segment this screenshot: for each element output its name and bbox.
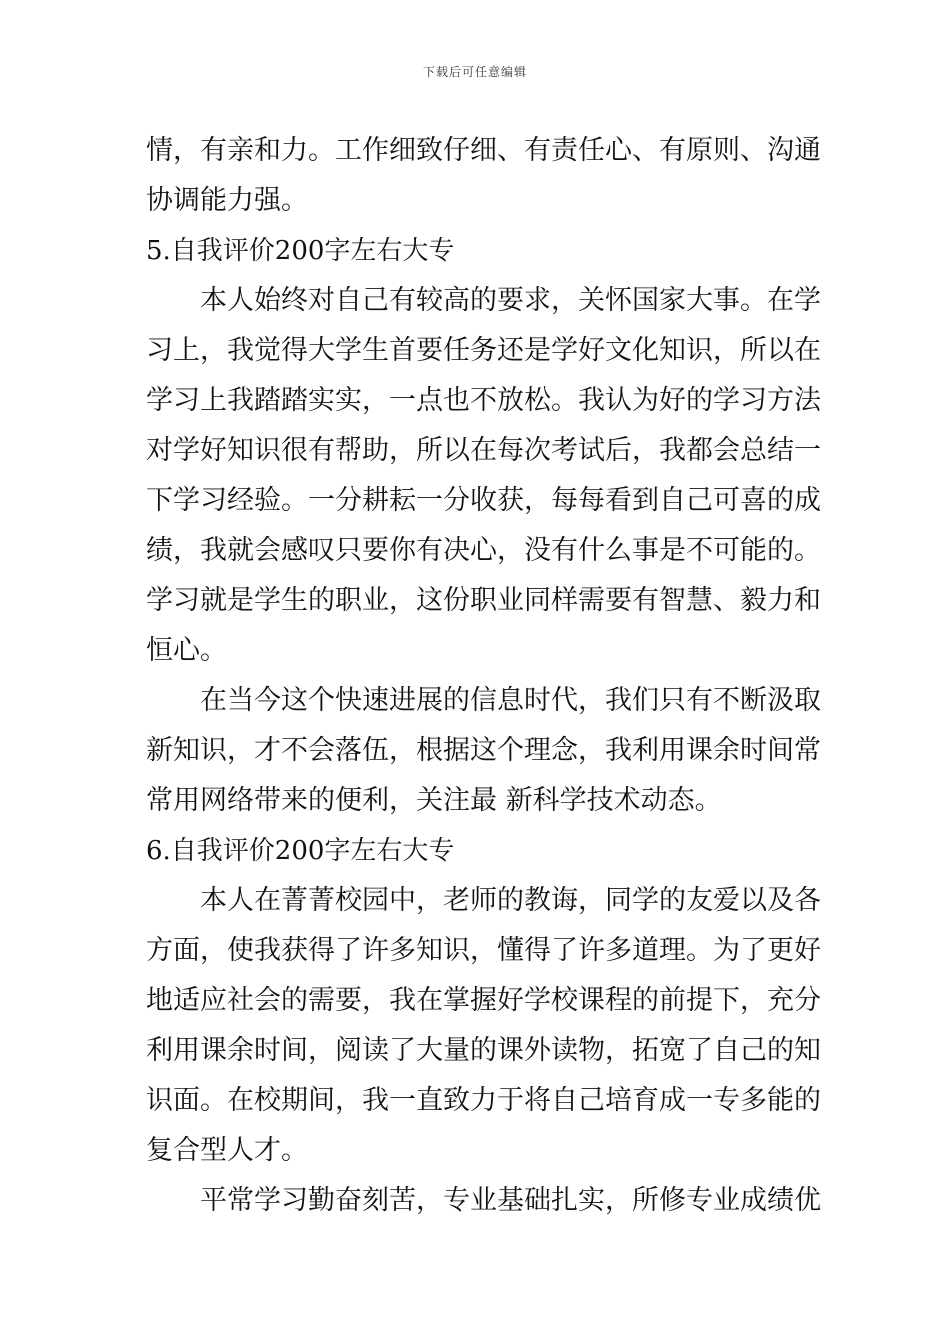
- paragraph-line: 地适应社会的需要，我在掌握好学校课程的前提下，充分: [146, 985, 821, 1016]
- paragraph-line: 平常学习勤奋刻苦，专业基础扎实，所修专业成绩优: [200, 1185, 821, 1216]
- paragraph-line: 恒心。: [146, 635, 227, 666]
- section-heading: 5.自我评价200字左右大专: [146, 236, 455, 266]
- paragraph-line: 绩，我就会感叹只要你有决心，没有什么事是不可能的。: [146, 535, 821, 566]
- paragraph-line: 识面。在校期间，我一直致力于将自己培育成一专多能的: [146, 1085, 821, 1116]
- paragraph-line: 本人在菁菁校园中，老师的教诲，同学的友爱以及各: [200, 885, 821, 916]
- paragraph-line: 对学好知识很有帮助，所以在每次考试后，我都会总结一: [146, 435, 821, 466]
- paragraph-line: 学习就是学生的职业，这份职业同样需要有智慧、毅力和: [146, 585, 821, 616]
- paragraph-line: 利用课余时间，阅读了大量的课外读物，拓宽了自己的知: [146, 1035, 821, 1066]
- paragraph-line: 学习上我踏踏实实，一点也不放松。我认为好的学习方法: [146, 385, 821, 416]
- paragraph-line: 下学习经验。一分耕耘一分收获，每每看到自己可喜的成: [146, 485, 821, 516]
- paragraph-line: 在当今这个快速进展的信息时代，我们只有不断汲取: [200, 685, 821, 716]
- paragraph-line: 情，有亲和力。工作细致仔细、有责任心、有原则、沟通: [146, 135, 821, 166]
- paragraph-line: 本人始终对自己有较高的要求，关怀国家大事。在学: [200, 285, 821, 316]
- section-heading: 6.自我评价200字左右大专: [146, 836, 455, 866]
- paragraph-line: 新知识，才不会落伍，根据这个理念，我利用课余时间常: [146, 735, 821, 766]
- paragraph-line: 方面，使我获得了许多知识，懂得了许多道理。为了更好: [146, 935, 821, 966]
- page-header-note: 下载后可任意编辑: [422, 65, 527, 79]
- paragraph-line: 协调能力强。: [146, 185, 308, 216]
- paragraph-line: 习上，我觉得大学生首要任务还是学好文化知识，所以在: [146, 335, 821, 366]
- paragraph-line: 常用网络带来的便利，关注最 新科学技术动态。: [146, 785, 722, 816]
- paragraph-line: 复合型人才。: [146, 1135, 308, 1166]
- document-body: [146, 126, 821, 1226]
